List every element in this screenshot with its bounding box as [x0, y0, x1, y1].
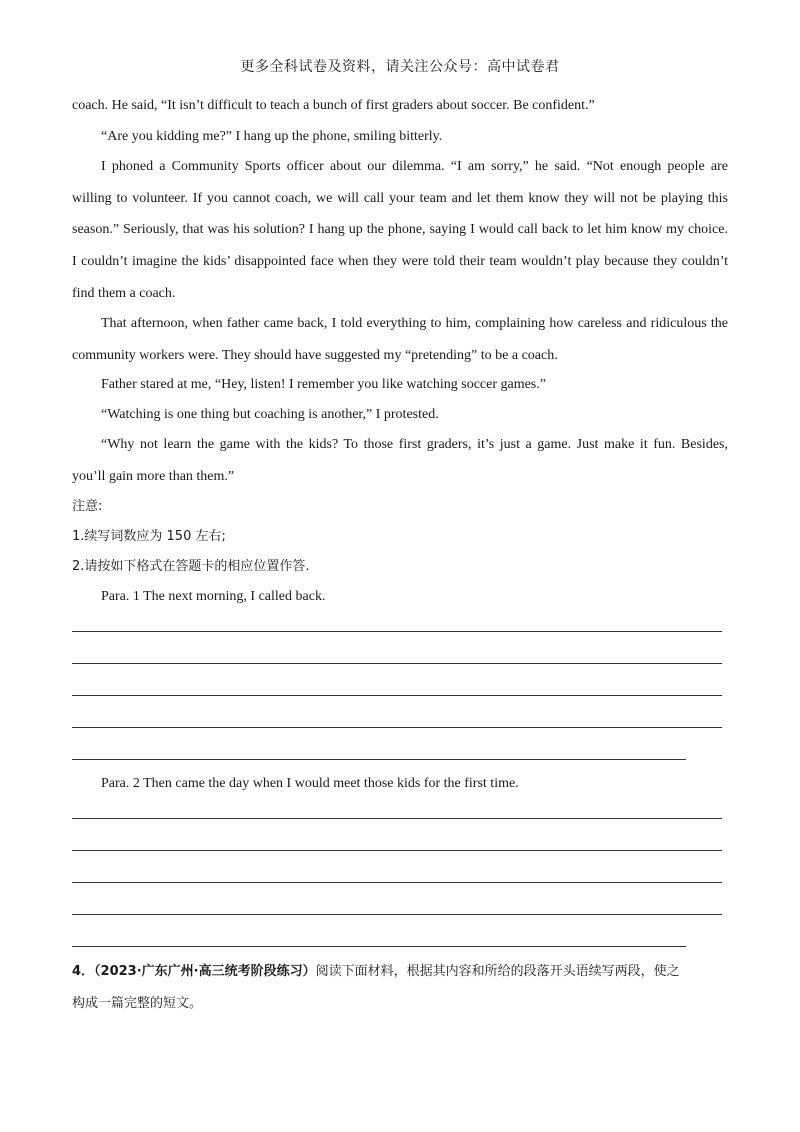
notes-title: 注意: [72, 499, 103, 514]
story-line: willing to volunteer. If you cannot coach, we will call your team and let them know they will not be playing this [72, 191, 728, 206]
story-line: “Why not learn the game with the kids? To those first graders, it’s just a game. Just make it fun. Besides, [101, 437, 728, 452]
para1-prompt: Para. 1 The next morning, I called back. [101, 589, 326, 604]
story-line: I couldn’t imagine the kids’ disappointed face when they were told their team wouldn’t play because they couldn’t [72, 254, 728, 269]
question-4 [72, 962, 728, 982]
question-number: 4． [72, 964, 95, 979]
story-line: coach. He said, “It isn’t difficult to teach a bunch of first graders about soccer. Be confident.” [72, 98, 595, 113]
answer-line [72, 946, 686, 947]
story-line: I phoned a Community Sports officer about our dilemma. “I am sorry,” he said. “Not enough people are [101, 159, 728, 174]
answer-line [72, 663, 722, 664]
story-line: “Are you kidding me?” I hang up the phone, smiling bitterly. [101, 129, 443, 144]
answer-line [72, 818, 722, 819]
story-line: season.” Seriously, that was his solution? I hang up the phone, saying I would call back to let him know my choice. [72, 222, 728, 237]
story-line: you’ll gain more than them.” [72, 469, 235, 484]
answer-line [72, 631, 722, 632]
answer-line [72, 850, 722, 851]
story-line: community workers were. They should have suggested my “pretending” to be a coach. [72, 348, 558, 363]
answer-line [72, 727, 722, 728]
notes-item: 2.请按如下格式在答题卡的相应位置作答. [72, 559, 310, 574]
story-line: That afternoon, when father came back, I told everything to him, complaining how careless and ridiculous the [101, 316, 728, 331]
notes-item: 1.续写词数应为 150 左右; [72, 529, 226, 544]
question-text: 阅读下面材料，根据其内容和所给的段落开头语续写两段，使之 [315, 964, 680, 979]
story-line: find them a coach. [72, 286, 176, 301]
para2-prompt: Para. 2 Then came the day when I would meet those kids for the first time. [101, 776, 519, 791]
question-source: （2023·广东广州·高三统考阶段练习） [94, 964, 316, 979]
answer-line [72, 695, 722, 696]
story-line: Father stared at me, “Hey, listen! I remember you like watching soccer games.” [101, 377, 546, 392]
page-header: 更多全科试卷及资料，请关注公众号：高中试卷君 [240, 60, 560, 75]
answer-line [72, 882, 722, 883]
question-text: 构成一篇完整的短文。 [72, 996, 203, 1011]
story-line: “Watching is one thing but coaching is another,” I protested. [101, 407, 439, 422]
answer-line [72, 914, 722, 915]
answer-line [72, 759, 686, 760]
